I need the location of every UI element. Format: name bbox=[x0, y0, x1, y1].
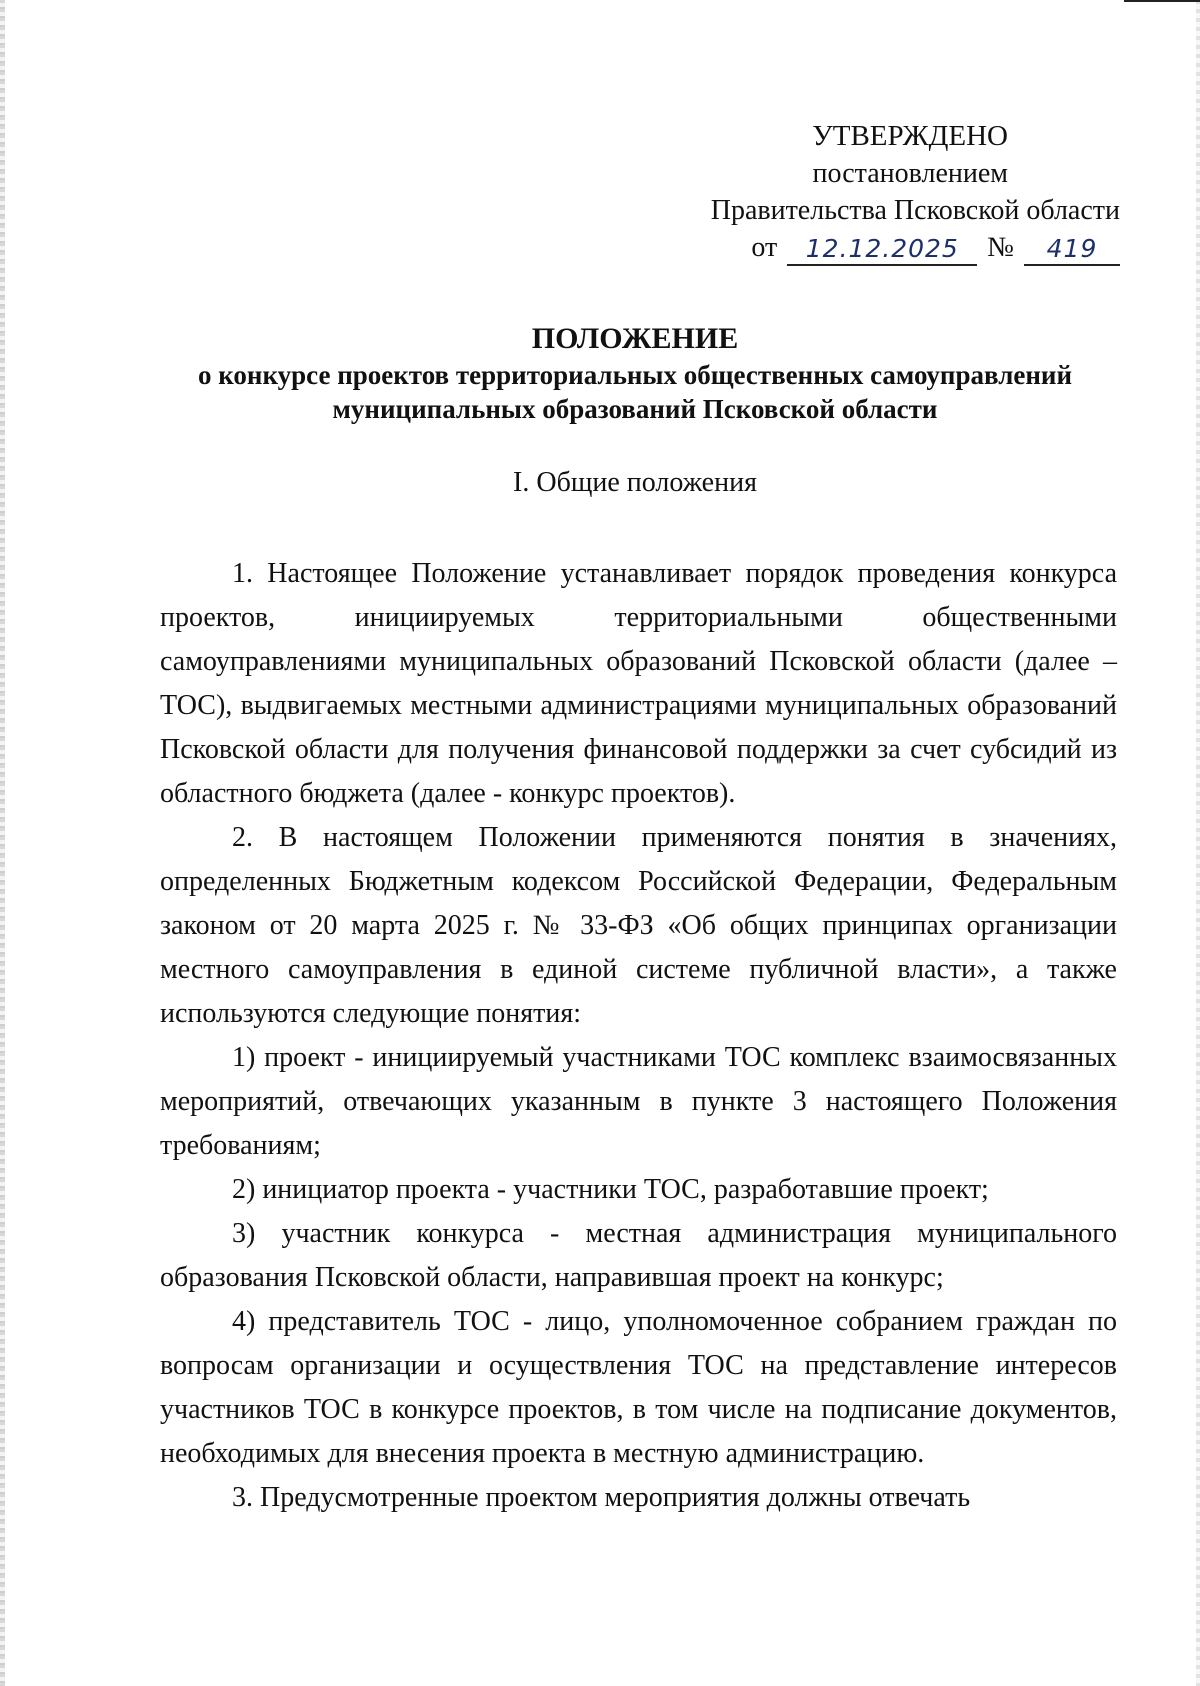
document-subtitle: о конкурсе проектов территориальных общественных самоуправлений муниципальных образований Псковской области bbox=[197, 360, 1073, 424]
scan-edge-mark bbox=[1124, 0, 1200, 2]
paragraph-1: 1. Настоящее Положение устанавливает порядок проведения конкурса проектов, инициируемых территориальными общественными самоуправлениями муниципальных образований Псковской области (далее – ТОС), выдвигаемых местными администрациями муниципальных образований Псковской области для получения финансовой поддержки за счет субсидий из областного бюджета (далее - конкурс проектов). bbox=[160, 558, 1117, 809]
paragraph-3: 3. Предусмотренные проектом мероприятия должны отвечать bbox=[232, 1482, 971, 1513]
scan-edge-left bbox=[0, 0, 5, 1686]
document-body bbox=[160, 552, 1117, 1520]
definition-3: 3) участник конкурса - местная администрация муниципального образования Псковской области, направившая проект на конкурс; bbox=[160, 1218, 1117, 1293]
decree-date-row bbox=[600, 229, 1120, 266]
definition-4: 4) представитель ТОС - лицо, уполномоченное собранием граждан по вопросам организации и осуществления ТОС на представление интересов участников ТОС в конкурсе проектов, в том числе на подписание документов, необходимых для внесения проекта в местную администрацию. bbox=[160, 1306, 1117, 1469]
definition-1: 1) проект - инициируемый участниками ТОС комплекс взаимосвязанных мероприятий, отвечающих указанным в пункте 3 настоящего Положения требованиям; bbox=[160, 1042, 1117, 1161]
definition-2: 2) инициатор проекта - участники ТОС, разработавшие проект; bbox=[232, 1174, 989, 1205]
handwritten-date: 12.12.2025 bbox=[787, 234, 977, 266]
date-prefix: от bbox=[751, 232, 778, 263]
section-heading: I. Общие положения bbox=[513, 467, 757, 498]
approved-label: УТВЕРЖДЕНО bbox=[812, 120, 1008, 152]
document-title: ПОЛОЖЕНИЕ bbox=[531, 322, 739, 355]
approval-stamp bbox=[600, 118, 1120, 266]
decree-label: постановлением bbox=[812, 158, 1008, 189]
scan-edge-right bbox=[1196, 0, 1200, 1686]
handwritten-number: 419 bbox=[1024, 234, 1120, 266]
document-title-block bbox=[150, 320, 1120, 426]
government-label: Правительства Псковской области bbox=[710, 195, 1120, 226]
number-prefix: № bbox=[987, 232, 1014, 263]
paragraph-2: 2. В настоящем Положении применяются понятия в значениях, определенных Бюджетным кодексом Российской Федерации, Федеральным законом от 20 марта 2025 г. № 33-ФЗ «Об общих принципах организации местного самоуправления в единой системе публичной власти», а также используются следующие понятия: bbox=[160, 822, 1117, 1029]
